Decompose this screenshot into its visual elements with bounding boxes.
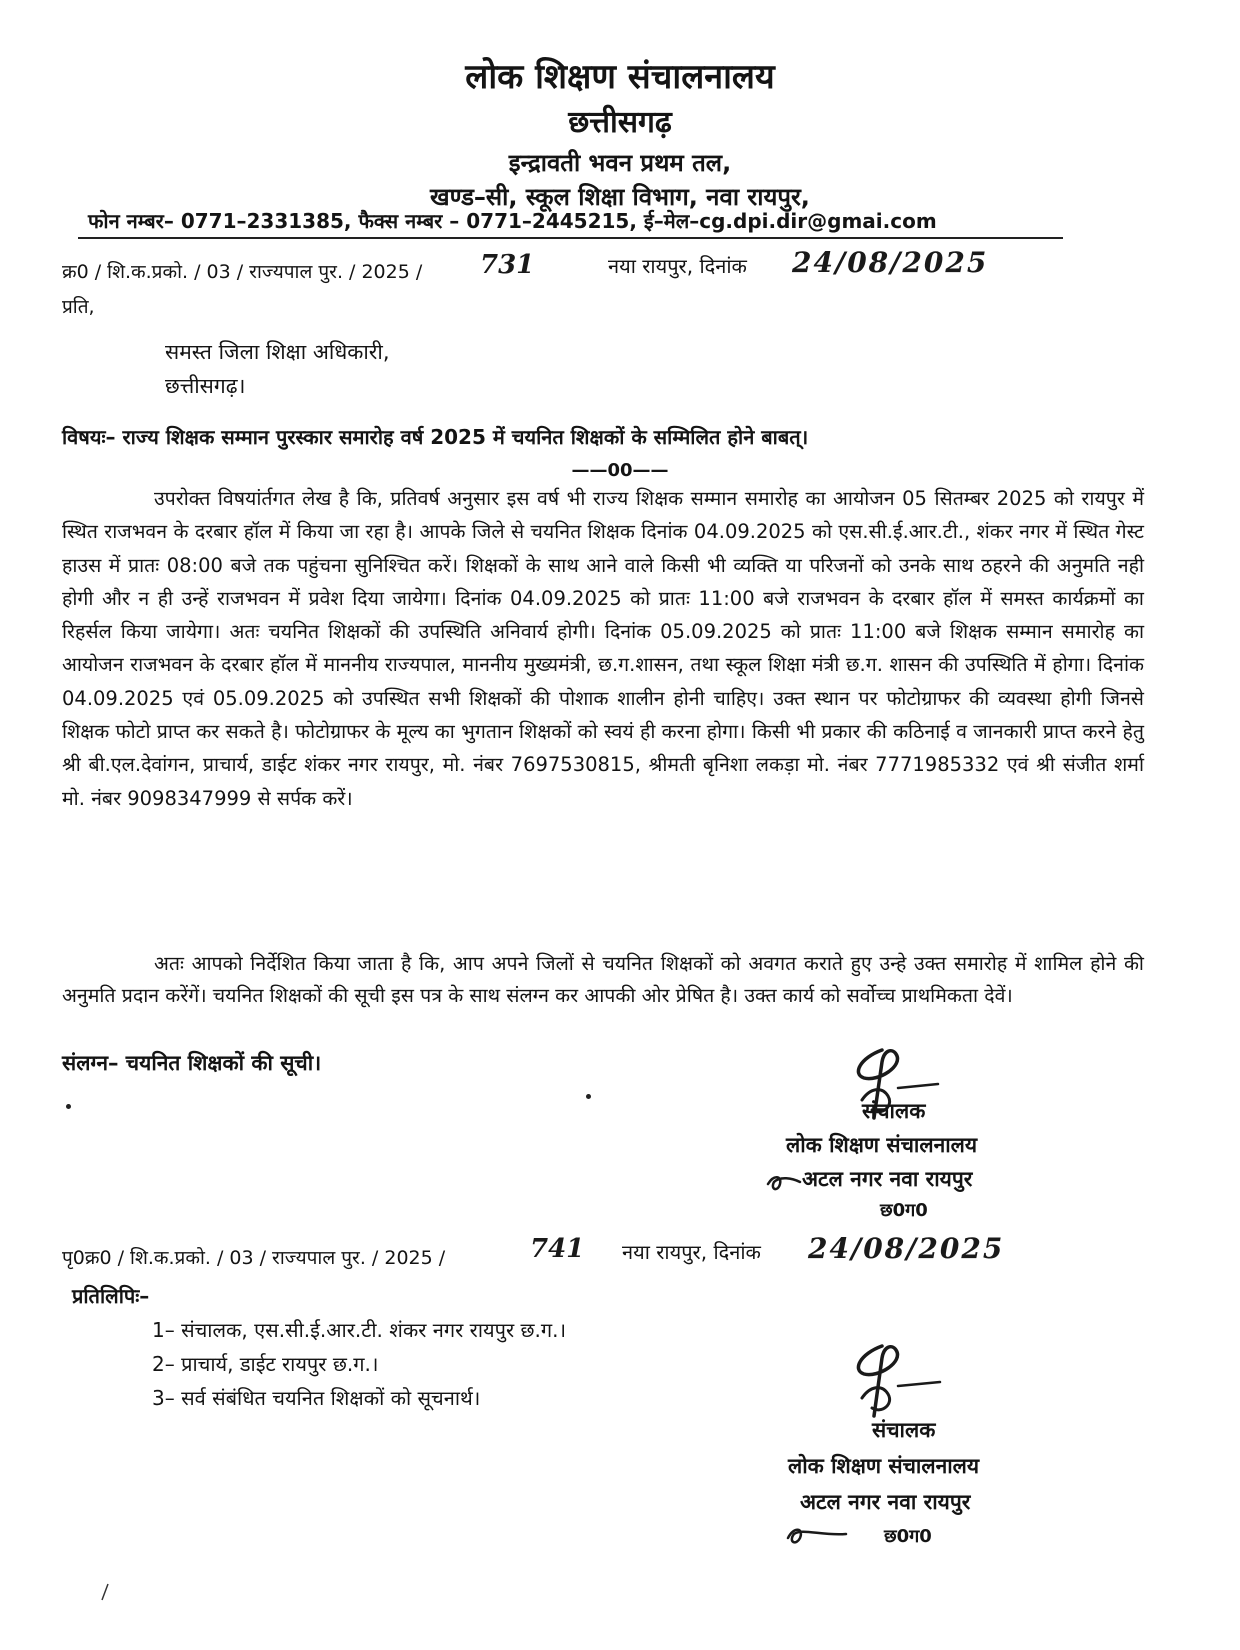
copy-item: 3– सर्व संबंधित चयनित शिक्षकों को सूचनार्थ। bbox=[152, 1386, 481, 1410]
contact-line: फोन नम्बर– 0771–2331385, फैक्स नम्बर – 0771–2445215, ई–मेल–cg.dpi.dir@gmai.com bbox=[88, 209, 937, 233]
letter-date-handwritten: 24/08/2025 bbox=[792, 246, 989, 279]
signatory-1-title: संचालक bbox=[862, 1099, 926, 1123]
addressee-line-2: छत्तीसगढ़। bbox=[165, 374, 246, 398]
state-title: छत्तीसगढ़ bbox=[568, 105, 672, 140]
subject-divider: ——00—— bbox=[571, 460, 669, 481]
copy-reference: पृ0क्र0 / शि.क.प्रको. / 03 / राज्यपाल पुर. / 2025 / bbox=[62, 1247, 446, 1269]
initial-mark-2 bbox=[782, 1522, 852, 1550]
body-paragraph-1: उपरोक्त विषयांर्तगत लेख है कि, प्रतिवर्ष अनुसार इस वर्ष भी राज्य शिक्षक सम्मान समारोह का आयोजन 05 सितम्बर 2025 को रायपुर में स्थित राजभवन के दरबार हॉल में किया जा रहा है। आपके जिले से चयनित शिक्षक दिनांक 04.09.2025 को एस.सी.ई.आर.टी., शंकर नगर में स्थित गेस्ट हाउस में प्रातः 08:00 बजे तक पहुंचना सुनिश्चित करें। शिक्षकों के साथ आने वाले किसी भी व्यक्ति या परिजनों को उनके साथ ठहरने की अनुमति नही होगी और न ही उन्हें राजभवन में प्रवेश दिया जायेगा। दिनांक 04.09.2025 को प्रातः 11:00 बजे राजभवन के दरबार हॉल में समस्त कार्यक्रमों का रिहर्सल किया जायेगा। अतः चयनित शिक्षकों की उपस्थिति अनिवार्य होगी। दिनांक 05.09.2025 को प्रातः 11:00 बजे शिक्षक सम्मान समारोह का आयोजन राजभवन के दरबार हॉल में माननीय राज्यपाल, माननीय मुख्यमंत्री, छ.ग.शासन, तथा स्कूल शिक्षा मंत्री छ.ग. शासन की उपस्थिति में होगा। दिनांक 04.09.2025 एवं 05.09.2025 को उपस्थित सभी शिक्षकों की पोशाक शालीन होनी चाहिए। उक्त स्थान पर फोटोग्राफर की व्यवस्था होगी जिनसे शिक्षक फोटो प्राप्त कर सकते है। फोटोग्राफर के मूल्य का भुगतान शिक्षकों को स्वयं ही करना होगा। किसी भी प्रकार की कठिनाई व जानकारी प्राप्त करने हेतु श्री बी.एल.देवांगन, प्राचार्य, डाईट शंकर नगर रायपुर, मो. नंबर 7697530815, श्रीमती बृनिशा लकड़ा मो. नंबर 7771985332 एवं श्री संजीत शर्मा मो. नंबर 9098347999 से सर्पक करें। bbox=[62, 487, 1144, 810]
pen-mark bbox=[98, 1582, 112, 1602]
scan-speck bbox=[586, 1094, 591, 1099]
letter-date-label: नया रायपुर, दिनांक bbox=[608, 254, 747, 278]
copy-item: 1– संचालक, एस.सी.ई.आर.टी. शंकर नगर रायपुर छ.ग.। bbox=[152, 1318, 567, 1342]
copy-heading: प्रतिलिपिः– bbox=[72, 1284, 150, 1308]
letter-reference: क्र0 / शि.क.प्रको. / 03 / राज्यपाल पुर. / 2025 / bbox=[62, 261, 423, 283]
scan-speck bbox=[66, 1104, 71, 1109]
addressee-line-1: समस्त जिला शिक्षा अधिकारी, bbox=[165, 340, 390, 364]
copy-item: 2– प्राचार्य, डाईट रायपुर छ.ग.। bbox=[152, 1352, 379, 1376]
address-line-1: इन्द्रावती भवन प्रथम तल, bbox=[508, 149, 732, 177]
signatory-2-title: संचालक bbox=[872, 1418, 936, 1442]
signatory-1-place: अटल नगर नवा रायपुर bbox=[802, 1167, 973, 1191]
office-title: लोक शिक्षण संचालनालय bbox=[465, 57, 775, 97]
signature-2-image bbox=[840, 1336, 950, 1426]
header-underline bbox=[78, 237, 1063, 239]
enclosure-line: संलग्न– चयनित शिक्षकों की सूची। bbox=[62, 1051, 322, 1075]
subject-line: विषयः– राज्य शिक्षक सम्मान पुरस्कार समारोह वर्ष 2025 में चयनित शिक्षकों के सम्मिलित होने बाबत्। bbox=[62, 425, 809, 449]
initial-mark-1 bbox=[764, 1170, 804, 1196]
address-line-2: खण्ड–सी, स्कूल शिक्षा विभाग, नवा रायपुर, bbox=[430, 183, 810, 211]
copy-date-handwritten: 24/08/2025 bbox=[808, 1232, 1005, 1265]
body-paragraph-2: अतः आपको निर्देशित किया जाता है कि, आप अपने जिलों से चयनित शिक्षकों को अवगत कराते हुए उन्हे उक्त समारोह में शामिल होने की अनुमति प्रदान करेंगें। चयनित शिक्षकों की सूची इस पत्र के साथ संलग्न कर आपकी ओर प्रेषित है। उक्त कार्य को सर्वोच्च प्राथमिकता देवें। bbox=[62, 952, 1144, 1007]
signatory-1-state: छ0ग0 bbox=[880, 1200, 928, 1221]
prati-label: प्रति, bbox=[62, 296, 95, 318]
signatory-2-state: छ0ग0 bbox=[884, 1526, 932, 1547]
letter-reference-number: 731 bbox=[480, 250, 535, 280]
signatory-1-office: लोक शिक्षण संचालनालय bbox=[786, 1133, 978, 1157]
copy-date-label: नया रायपुर, दिनांक bbox=[622, 1240, 761, 1264]
signatory-2-office: लोक शिक्षण संचालनालय bbox=[788, 1454, 980, 1478]
signatory-2-place: अटल नगर नवा रायपुर bbox=[800, 1490, 971, 1514]
copy-reference-number: 741 bbox=[530, 1234, 585, 1264]
